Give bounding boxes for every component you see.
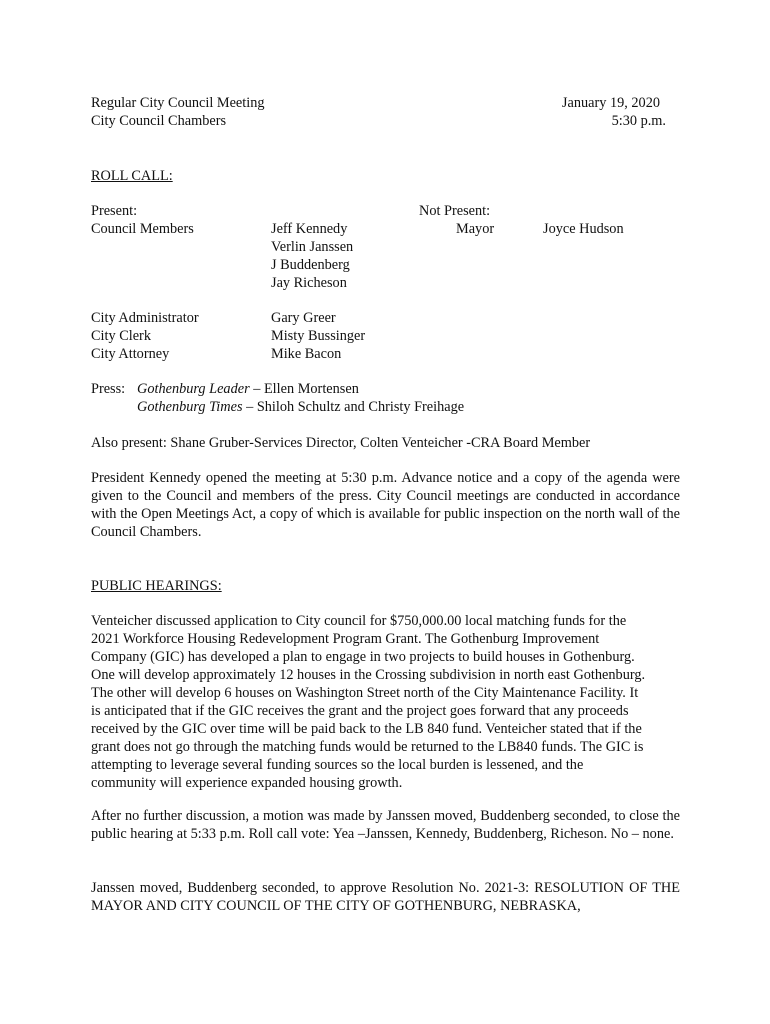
official-name: Gary Greer bbox=[271, 310, 336, 326]
official-role: City Administrator bbox=[91, 310, 199, 326]
council-member: Jay Richeson bbox=[271, 275, 347, 291]
resolution-paragraph: Janssen moved, Buddenberg seconded, to approve Resolution No. 2021-3: RESOLUTION OF THE MAYOR AND CITY COUNCIL OF THE CITY OF GOTHENBURG, NEBRASKA, bbox=[91, 880, 680, 914]
hearing-paragraph bbox=[91, 612, 645, 792]
hearing-line: 2021 Workforce Housing Redevelopment Program Grant. The Gothenburg Improvement bbox=[91, 631, 600, 647]
press-reporter: – Ellen Mortensen bbox=[249, 381, 359, 397]
hearing-line: attempting to leverage several funding sources so the local burden is lessened, and the bbox=[91, 757, 584, 773]
press-line-1 bbox=[137, 380, 359, 398]
council-member: Jeff Kennedy bbox=[271, 221, 348, 237]
hearing-line: received by the GIC over time will be paid back to the LB 840 fund. Venteicher stated that if the bbox=[91, 721, 642, 737]
official-name: Misty Bussinger bbox=[271, 328, 366, 344]
press-line-2 bbox=[137, 398, 464, 416]
press-label: Press: bbox=[91, 381, 126, 397]
hearing-line: is anticipated that if the GIC receives the grant and the project goes forward that any proceeds bbox=[91, 703, 629, 719]
council-members-label: Council Members bbox=[91, 221, 194, 237]
roll-call-heading: ROLL CALL: bbox=[91, 168, 173, 184]
hearing-line: One will develop approximately 12 houses in the Crossing subdivision in north east Gothenburg. bbox=[91, 667, 646, 683]
present-label: Present: bbox=[91, 203, 138, 219]
official-names bbox=[271, 309, 365, 363]
hearing-line: grant does not go through the matching funds would be returned to the LB840 funds. The GIC is bbox=[91, 739, 644, 755]
council-member: Verlin Janssen bbox=[271, 239, 354, 255]
official-name: Mike Bacon bbox=[271, 346, 342, 362]
official-role: City Clerk bbox=[91, 328, 151, 344]
meeting-date: January 19, 2020 bbox=[561, 95, 660, 111]
hearing-line: The other will develop 6 houses on Washington Street north of the City Maintenance Facility. It bbox=[91, 685, 639, 701]
hearing-line: community will experience expanded housing growth. bbox=[91, 775, 403, 791]
press-outlet: Gothenburg Leader bbox=[137, 381, 250, 397]
also-present: Also present: Shane Gruber-Services Director, Colten Venteicher -CRA Board Member bbox=[91, 435, 591, 451]
not-present-label: Not Present: bbox=[419, 203, 491, 219]
hearing-line: Company (GIC) has developed a plan to engage in two projects to build houses in Gothenburg. bbox=[91, 649, 635, 665]
hearing-line: Venteicher discussed application to City council for $750,000.00 local matching funds for the bbox=[91, 613, 627, 629]
official-roles bbox=[91, 309, 199, 363]
public-hearings-heading: PUBLIC HEARINGS: bbox=[91, 578, 222, 594]
council-member-list bbox=[271, 220, 353, 292]
opening-paragraph: President Kennedy opened the meeting at 5:30 p.m. Advance notice and a copy of the agenda were given to the Council and members of the press. City Council meetings are conducted in accordance with the Open Meetings Act, a copy of which is available for public inspection on the north wall of the Council Chambers. bbox=[91, 470, 680, 540]
press-reporter: – Shiloh Schultz and Christy Freihage bbox=[242, 399, 465, 415]
press-outlet: Gothenburg Times bbox=[137, 399, 243, 415]
meeting-time: 5:30 p.m. bbox=[611, 113, 666, 129]
absent-name: Joyce Hudson bbox=[543, 221, 624, 237]
official-role: City Attorney bbox=[91, 346, 170, 362]
meeting-title: Regular City Council Meeting bbox=[91, 95, 265, 111]
meeting-location: City Council Chambers bbox=[91, 113, 227, 129]
absent-role: Mayor bbox=[456, 221, 495, 237]
motion-paragraph: After no further discussion, a motion was made by Janssen moved, Buddenberg seconded, to close the public hearing at 5:33 p.m. Roll call vote: Yea –Janssen, Kennedy, Buddenberg, Richeson. No – none. bbox=[91, 808, 680, 842]
council-member: J Buddenberg bbox=[271, 257, 350, 273]
